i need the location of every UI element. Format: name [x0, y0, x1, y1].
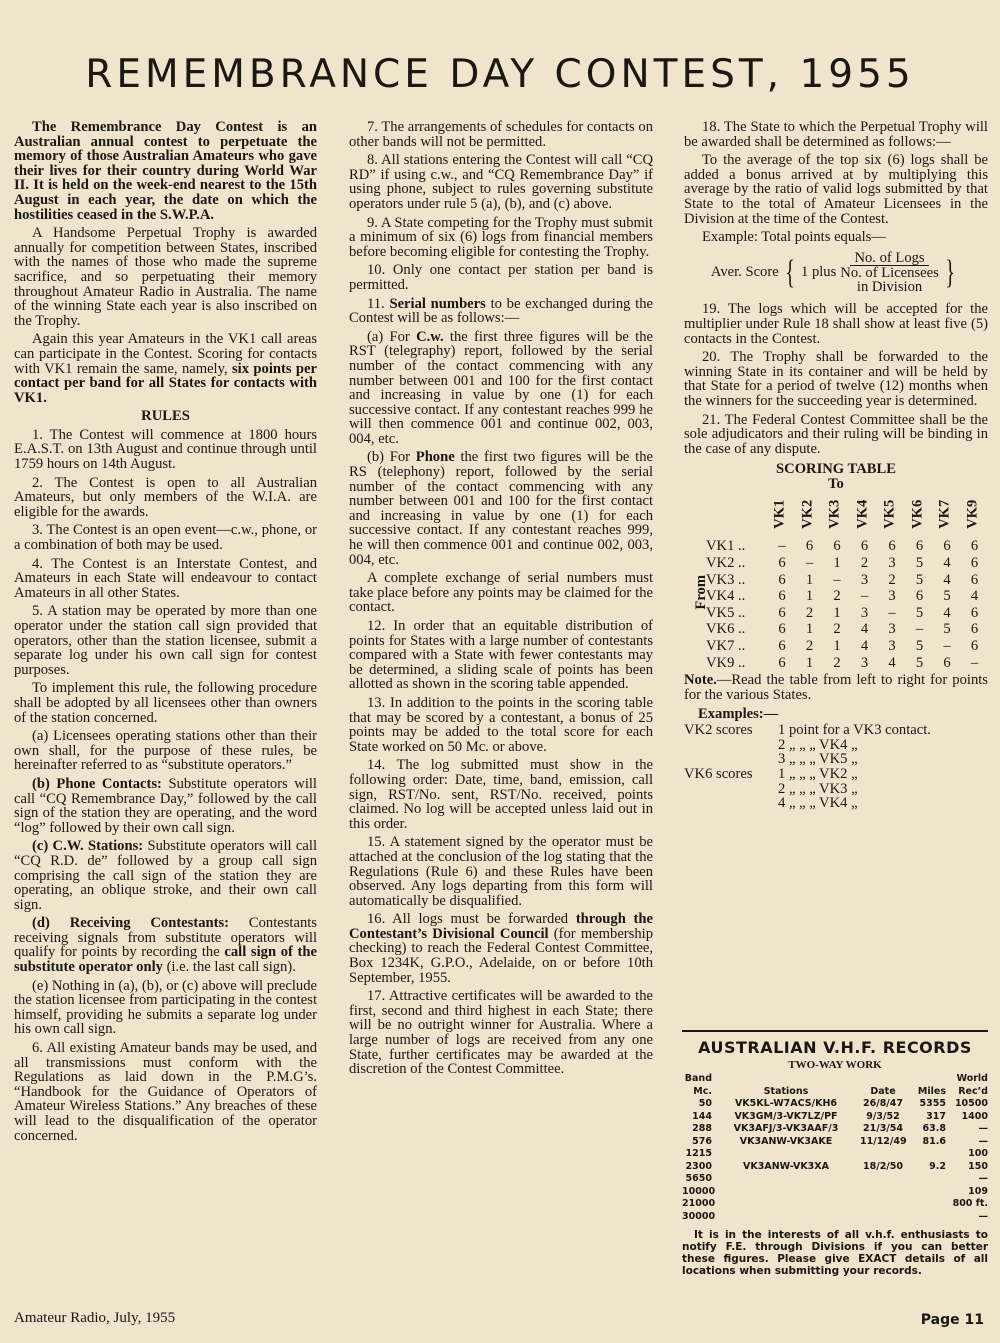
score-cell: 4 — [943, 604, 951, 621]
vhf-miles — [906, 1148, 946, 1161]
vhf-band: 50 — [698, 1098, 712, 1109]
bold-text: (d) Receiving Contestants: — [32, 915, 230, 932]
score-cell: – — [970, 654, 979, 671]
formula-plus: 1 plus — [801, 264, 837, 281]
score-cell: 2 — [833, 654, 841, 671]
row-label: VK1 .. — [706, 538, 746, 555]
row-label: VK9 .. — [706, 654, 746, 671]
score-cell: 4 — [860, 638, 869, 655]
score-cell: 3 — [888, 621, 896, 638]
text-span: Contestants receiving signals from substitute operators will qualify for points by recording the — [14, 915, 317, 961]
col-header-miles: Miles — [917, 1085, 946, 1097]
vhf-world: 10500 — [954, 1098, 988, 1109]
formula-numerator: No. of Logs — [850, 251, 928, 267]
rule-21: 21. The Federal Contest Committee shall be the sole adjudicators and their ruling will be binding in the case of any dispute. — [684, 411, 988, 457]
scoring-table-col-header — [964, 493, 983, 537]
rule-17: 17. Attractive certificates will be awarded to the first, second and third highest in each State; there will be no outright winner for Australia. Where a large number of logs are received from any one State, further certificates may be awarded at the discretion of the Contest Committee. — [349, 988, 653, 1078]
row-label: VK3 .. — [706, 571, 746, 588]
rule-9: 9. A State competing for the Trophy must submit a minimum of six (6) logs from financial members before becoming eligible for contesting the Trophy. — [349, 214, 653, 260]
row-label: VK4 .. — [706, 588, 746, 605]
example-row — [684, 796, 988, 811]
score-cell: – — [860, 588, 869, 605]
vhf-station — [712, 1186, 860, 1199]
example-row — [684, 752, 988, 767]
score-cell: 6 — [970, 638, 979, 655]
rule-5a: (a) Licensees operating stations other than their own shall, for the purpose of these rules, be hereinafter referred to as “substitute operators.” — [14, 728, 317, 774]
col-header-text: VK4 — [854, 500, 871, 530]
vhf-world: 100 — [968, 1148, 988, 1159]
vhf-band: 1215 — [685, 1148, 712, 1159]
score-cell: 6 — [778, 621, 786, 638]
text-span: to be exchanged during the Contest will be as follows:— — [349, 295, 654, 327]
score-cell: 5 — [915, 638, 924, 655]
score-cell: 2 — [833, 588, 841, 605]
score-cell: 2 — [888, 571, 896, 588]
intro-paragraph — [14, 332, 317, 405]
score-cell: 4 — [943, 555, 951, 572]
score-cell: 4 — [860, 621, 869, 638]
vhf-row — [682, 1136, 988, 1149]
score-cell: 1 — [833, 638, 841, 655]
example-state — [684, 796, 778, 811]
footer-page-number: Page 11 — [920, 1312, 984, 1328]
bold-text: Note. — [684, 672, 717, 689]
rule-11a — [349, 330, 653, 447]
bold-text: call sign of the substitute operator only — [14, 944, 317, 976]
col-header-text: VK9 — [964, 500, 981, 530]
score-cell: 5 — [915, 604, 924, 621]
formula-denominator: No. of Licensees — [840, 265, 939, 282]
score-cell: 5 — [915, 555, 924, 572]
rule-6: 6. All existing Amateur bands may be used, and all transmissions must conform with the Regulations as laid down in the P.M.G’s. “Handbook for the Guidance of Operators of Amateur Wireless Stations.” Any breaches of these will lead to the disqualification of the operator concerned. — [14, 1040, 317, 1144]
examples-list — [684, 723, 988, 811]
example-text: 2 „ „ „ VK3 „ — [778, 780, 858, 797]
rule-5c — [14, 839, 317, 912]
text-span: 16. All logs must be forwarded — [367, 911, 576, 928]
vhf-band: 288 — [692, 1123, 712, 1134]
rule-20: 20. The Trophy shall be forwarded to the winning State in its container and will be held by that State for a period of twelve (12) months when the winners for the succeeding year is determined. — [684, 349, 988, 409]
rule-11c: A complete exchange of serial numbers must take place before any points may be claimed for the contact. — [349, 570, 653, 616]
examples — [684, 707, 988, 811]
text-span: —Read the table from left to right for points for the various States. — [684, 672, 988, 704]
vhf-station — [712, 1148, 860, 1161]
vhf-world: 109 — [968, 1185, 988, 1197]
col-header-text: VK5 — [881, 500, 898, 530]
example-row — [684, 782, 988, 797]
page-title: REMEMBRANCE DAY CONTEST, 1955 — [85, 52, 915, 97]
score-cell: 5 — [915, 654, 924, 671]
vhf-station: VK3ANW-VK3XA — [743, 1160, 829, 1172]
rule-5d — [14, 916, 317, 974]
row-label: VK5 .. — [706, 604, 746, 621]
example-text: 2 „ „ „ VK4 „ — [778, 736, 858, 753]
vhf-date — [860, 1211, 906, 1224]
rule-14: 14. The log submitted must show in the following order: Date, time, band, emission, call sign, RST/No. sent, RST/No. received, points claimed. No log will be accepted unless laid out in this order. — [349, 757, 653, 832]
col-header-world: Rec’d — [958, 1085, 988, 1097]
example-state — [684, 782, 778, 797]
example-text: 4 „ „ „ VK4 „ — [778, 795, 858, 812]
scoring-table-col-header — [854, 493, 873, 537]
vhf-world: 1400 — [961, 1110, 988, 1122]
example-text: 3 „ „ „ VK5 „ — [778, 751, 858, 768]
col-header-station — [712, 1073, 860, 1086]
vhf-header-row — [682, 1086, 988, 1099]
intro-paragraph: A Handsome Perpetual Trophy is awarded annually for competition between States, inscribed with the names of those who made the supreme sacrifice, and so perpetuating their memory throughout Amateur Radio in Australia. The name of the winning State each year is also inscribed on the Trophy. — [14, 225, 317, 329]
rule-8: 8. All stations entering the Contest will call “CQ RD” if using c.w., and “CQ Remembrance Day” if using phone, subject to rules governing substitute operators under rule 5 (a), (b), and (c) above. — [349, 152, 653, 212]
score-cell: 2 — [805, 604, 814, 621]
score-cell: 2 — [860, 555, 869, 572]
scoring-table-col-header — [799, 493, 818, 537]
score-cell: – — [805, 555, 814, 572]
rule-16 — [349, 912, 653, 985]
rule-3: 3. The Contest is an open event—c.w., phone, or a combination of both may be used. — [14, 522, 317, 554]
bold-text: (c) C.W. Stations: — [32, 838, 144, 855]
score-cell: 3 — [888, 588, 896, 605]
vhf-miles — [906, 1198, 946, 1211]
col-header-world: World — [956, 1073, 988, 1084]
column-2 — [349, 120, 653, 1081]
score-cell: 3 — [860, 604, 869, 621]
vhf-date: 26/8/47 — [863, 1098, 903, 1109]
col-header-text: VK7 — [936, 500, 953, 530]
vhf-world: 150 — [968, 1160, 988, 1172]
vhf-station — [712, 1198, 860, 1211]
rule-15: 15. A statement signed by the operator must be attached at the conclusion of the log stating that the Regulations (Rule 6) and these Rules have been observed. Any logs departing from this form will automatically be disqualified. — [349, 834, 653, 909]
example-state — [684, 738, 778, 753]
score-cell: 6 — [970, 621, 979, 638]
col-header-text: VK2 — [799, 500, 816, 530]
vhf-station: VK5KL-W7ACS/KH6 — [734, 1098, 838, 1109]
example-row — [684, 738, 988, 753]
vhf-row — [682, 1123, 988, 1136]
vhf-miles — [906, 1211, 946, 1224]
column-3 — [684, 120, 988, 811]
vhf-title: AUSTRALIAN V.H.F. RECORDS — [698, 1038, 972, 1057]
bold-text: Serial numbers — [389, 295, 486, 312]
text-span: Substitute operators will call “CQ Remembrance Day,” followed by the call sign of the station they are operating, and the word “log” followed by their own call sign. — [14, 775, 317, 836]
right-brace-icon: } — [945, 253, 955, 291]
example-row — [684, 723, 988, 738]
score-cell: 1 — [833, 555, 841, 572]
score-cell: 6 — [970, 555, 979, 572]
rule-4: 4. The Contest is an Interstate Contest, and Amateurs in each State will endeavour to contact Amateurs in all other States. — [14, 555, 317, 601]
score-cell: 1 — [805, 571, 814, 588]
vhf-row — [682, 1211, 988, 1224]
score-cell: – — [833, 571, 841, 588]
row-label: VK2 .. — [706, 555, 746, 572]
text-span: the first three figures will be the RST (telegraphy) report, followed by the serial number of the contact commencing with any number between 001 and 100 for the first contact and increasing in value by one (1) for each successive contact. If any contestant reaches 999 he will then commence 001 and continue 002, 003, 004, etc. — [349, 328, 653, 447]
footer-publication: Amateur Radio, July, 1955 — [14, 1310, 176, 1326]
text-span: Again this year Amateurs in the VK1 call areas can participate in the Contest. Scoring for contacts with VK1 remain the same, namely, — [14, 331, 317, 377]
vhf-date: 11/12/49 — [860, 1135, 907, 1147]
vhf-header-row — [682, 1073, 988, 1086]
rule-18: 18. The State to which the Perpetual Trophy will be awarded shall be determined as follows:— — [684, 119, 988, 150]
rule-1: 1. The Contest will commence at 1800 hours E.A.S.T. on 13th August and continue through until 1759 hours on 14th August. — [14, 426, 317, 473]
score-cell: 6 — [915, 588, 924, 605]
vhf-row — [682, 1161, 988, 1174]
col-header-band: Mc. — [693, 1085, 712, 1097]
vhf-date — [860, 1186, 906, 1199]
score-cell: 6 — [860, 538, 869, 555]
col-header-date: Date — [870, 1085, 896, 1097]
rule-7: 7. The arrangements of schedules for contacts on other bands will not be permitted. — [349, 119, 653, 150]
vhf-world: 800 ft. — [952, 1198, 988, 1209]
score-cell: 3 — [888, 638, 896, 655]
text-span: (a) For — [367, 328, 417, 345]
score-cell: 1 — [833, 604, 841, 621]
score-cell: – — [778, 538, 786, 555]
score-cell: 4 — [888, 654, 896, 671]
vhf-band: 10000 — [682, 1185, 716, 1197]
vhf-band: 5650 — [685, 1173, 712, 1184]
bold-text: C.w. — [416, 328, 444, 345]
score-cell: 6 — [778, 555, 786, 572]
rule-5-procedure: To implement this rule, the following procedure shall be adopted by all licensees other than owners of the station concerned. — [14, 680, 317, 726]
rule-5: 5. A station may be operated by more than one operator under the station call sign provided that operators, other than the station licensee, submit a separate log under his own call sign for contest purposes. — [14, 603, 317, 678]
left-brace-icon: { — [784, 253, 795, 291]
score-cell: 4 — [943, 571, 951, 588]
scoring-table-to-label: To — [828, 475, 844, 492]
vhf-band: 21000 — [682, 1198, 716, 1209]
score-cell: 6 — [833, 538, 841, 555]
scoring-table-col-header — [771, 493, 790, 537]
vhf-miles: 63.8 — [922, 1123, 946, 1134]
rule-5b — [14, 777, 317, 835]
score-cell: 1 — [805, 588, 814, 605]
bold-text: through the Contestant’s Divisional Council — [349, 911, 653, 942]
scoring-table-col-header — [909, 493, 928, 537]
bold-text: Phone — [415, 449, 455, 466]
vhf-row — [682, 1173, 988, 1186]
text-span: 11. — [367, 295, 390, 312]
vhf-date — [860, 1173, 906, 1186]
vhf-world: — — [978, 1173, 988, 1184]
score-cell: 6 — [970, 604, 979, 621]
intro-lead: The Remembrance Day Contest is an Australian annual contest to perpetuate the memory of those Australian Amateurs who gave their lives for their country during World War II. It is held on the week-end nearest to the 15th August in each year, the date on which the hostilities ceased in the S.W.P.A. — [14, 119, 317, 223]
example-state: VK2 scores — [684, 722, 753, 739]
vhf-world: — — [978, 1210, 988, 1222]
col-header-text: VK3 — [826, 500, 843, 530]
text-span: (b) For — [367, 449, 416, 466]
vhf-table — [682, 1073, 988, 1223]
vhf-date: 18/2/50 — [863, 1160, 903, 1172]
rules-heading: RULES — [141, 408, 190, 425]
score-cell: 3 — [860, 654, 869, 671]
vhf-miles — [906, 1173, 946, 1186]
scoring-table — [684, 493, 988, 673]
score-cell: 6 — [778, 571, 786, 588]
col-header-text: VK6 — [909, 500, 926, 530]
bold-text: (b) Phone Contacts: — [32, 775, 162, 792]
col-header-band: Band — [684, 1073, 712, 1084]
text-span: (i.e. the last call sign). — [162, 959, 296, 976]
bold-text: six points per contact per band for all States for contacts with VK1. — [14, 360, 317, 406]
example-text: 1 „ „ „ VK2 „ — [778, 766, 858, 783]
formula-lhs: Aver. Score — [710, 264, 779, 281]
from-text: From — [693, 575, 709, 611]
formula-fraction — [840, 251, 938, 295]
score-cell: – — [888, 604, 896, 621]
vhf-miles: 81.6 — [922, 1135, 946, 1147]
vhf-band: 144 — [692, 1110, 712, 1122]
vhf-miles: 5355 — [919, 1098, 946, 1109]
score-cell: 6 — [888, 538, 896, 555]
vhf-row — [682, 1148, 988, 1161]
example-state: VK6 scores — [684, 766, 753, 783]
score-cell: 6 — [970, 571, 979, 588]
vhf-row — [682, 1098, 988, 1111]
scoring-table-col-header — [936, 493, 955, 537]
score-cell: 2 — [805, 638, 814, 655]
vhf-world: — — [978, 1123, 988, 1134]
score-cell: 4 — [970, 588, 979, 605]
vhf-station — [712, 1211, 860, 1224]
score-cell: 6 — [805, 538, 814, 555]
rule-11b — [349, 450, 653, 567]
vhf-world: — — [978, 1135, 988, 1147]
formula-denominator-line2: in Division — [856, 279, 923, 296]
score-cell: – — [915, 621, 924, 638]
vhf-miles: 317 — [926, 1110, 946, 1122]
vhf-band: 2300 — [685, 1160, 712, 1172]
vhf-subtitle: TWO-WAY WORK — [788, 1059, 882, 1071]
col-header-miles — [906, 1073, 946, 1086]
example-state — [684, 752, 778, 767]
score-cell: 5 — [943, 588, 951, 605]
vhf-date — [860, 1148, 906, 1161]
score-cell: – — [943, 638, 951, 655]
rule-2: 2. The Contest is open to all Australian Amateurs, but only members of the W.I.A. are eligible for the awards. — [14, 474, 317, 520]
examples-heading: Examples:— — [698, 705, 779, 722]
score-cell: 5 — [915, 571, 924, 588]
scoring-table-title: SCORING TABLE — [776, 461, 896, 478]
vhf-date — [860, 1198, 906, 1211]
score-formula — [684, 251, 988, 295]
col-header-date — [860, 1073, 906, 1086]
score-cell: 3 — [888, 555, 896, 572]
score-cell: 6 — [778, 604, 786, 621]
scoring-table-col-header — [826, 493, 845, 537]
score-cell: 6 — [970, 538, 979, 555]
vhf-row — [682, 1186, 988, 1199]
vhf-date: 9/3/52 — [866, 1110, 900, 1122]
rule-10: 10. Only one contact per station per band is permitted. — [349, 262, 653, 293]
score-cell: 6 — [915, 538, 924, 555]
rule-13: 13. In addition to the points in the scoring table that may be scored by a contestant, a bonus of 25 points may be added to the total score for each State worked on 50 Mc. or above. — [349, 694, 653, 755]
text-span: (for membership checking) to reach the Federal Contest Committee, Box 1234K, G.P.O., Adelaide, on or before 10th September, 1955. — [349, 925, 653, 986]
vhf-miles: 9.2 — [929, 1160, 946, 1172]
text-span: Substitute operators will call “CQ R.D. de” followed by a group call sign comprising the call sign of the station they are operating, an oblique stroke, and their own call sign. — [14, 838, 317, 913]
score-cell: 1 — [805, 621, 814, 638]
scoring-table-note — [684, 673, 988, 702]
col-header-station: Stations — [763, 1085, 809, 1097]
example-row — [684, 767, 988, 782]
rule-5e: (e) Nothing in (a), (b), or (c) above will preclude the station licensee from participating in the contest himself, providing he submits a separate log under his own call sign. — [14, 977, 317, 1038]
text-span: the first two figures will be the RS (telephony) report, followed by the serial number of the contact commencing with any number between 001 and 100 for the first contact and increasing in value by one (1) for each successive contact. If any contestant reaches 999, he will then commence 001 and continue 002, 003, 004, etc. — [349, 449, 653, 568]
row-label: VK7 .. — [706, 638, 746, 655]
rule-19: 19. The logs which will be accepted for the multiplier under Rule 18 shall show at least five (5) contacts in the Contest. — [684, 301, 988, 347]
score-cell: 6 — [778, 654, 786, 671]
row-label: VK6 .. — [706, 621, 746, 638]
vhf-band: 30000 — [682, 1210, 716, 1222]
vhf-records — [682, 1030, 988, 1277]
vhf-date: 21/3/54 — [863, 1123, 903, 1134]
rule-18-method: To the average of the top six (6) logs shall be added a bonus arrived at by multiplying this average by the ratio of valid logs submitted by that State to the total of Amateur Licensees in the Division at the time of the Contest. — [684, 152, 988, 227]
score-cell: 3 — [860, 571, 869, 588]
vhf-row — [682, 1111, 988, 1124]
rule-12: 12. In order that an equitable distribution of points for States with a large number of contestants compared with a State with fewer contestants may be determined, a sliding scale of points has been allotted as shown in the scoring table appended. — [349, 618, 653, 693]
vhf-station: VK3ANW-VK3AKE — [739, 1135, 833, 1147]
vhf-band: 576 — [692, 1135, 712, 1147]
vhf-row — [682, 1198, 988, 1211]
vhf-station — [712, 1173, 860, 1186]
rule-18-example: Example: Total points equals— — [702, 229, 886, 246]
vhf-station: VK3AFJ/3-VK3AAF/3 — [733, 1123, 839, 1134]
score-cell: 6 — [778, 588, 786, 605]
score-cell: 1 — [805, 654, 814, 671]
vhf-rows — [682, 1098, 988, 1223]
column-1 — [14, 120, 317, 1147]
col-header-text: VK1 — [771, 500, 788, 530]
example-text: 1 point for a VK3 contact. — [778, 722, 931, 739]
score-cell: 6 — [943, 538, 951, 555]
vhf-note: It is in the interests of all v.h.f. enthusiasts to notify F.E. through Divisions if you can better these figures. Please give EXACT details of all locations when submitting your records. — [682, 1229, 988, 1277]
rule-11 — [349, 297, 653, 326]
score-cell: 6 — [943, 654, 951, 671]
score-cell: 5 — [943, 621, 951, 638]
score-cell: 6 — [778, 638, 786, 655]
vhf-miles — [906, 1186, 946, 1199]
score-cell: 2 — [833, 621, 841, 638]
vhf-station: VK3GM/3-VK7LZ/PF — [734, 1110, 838, 1122]
scoring-table-col-header — [881, 493, 900, 537]
